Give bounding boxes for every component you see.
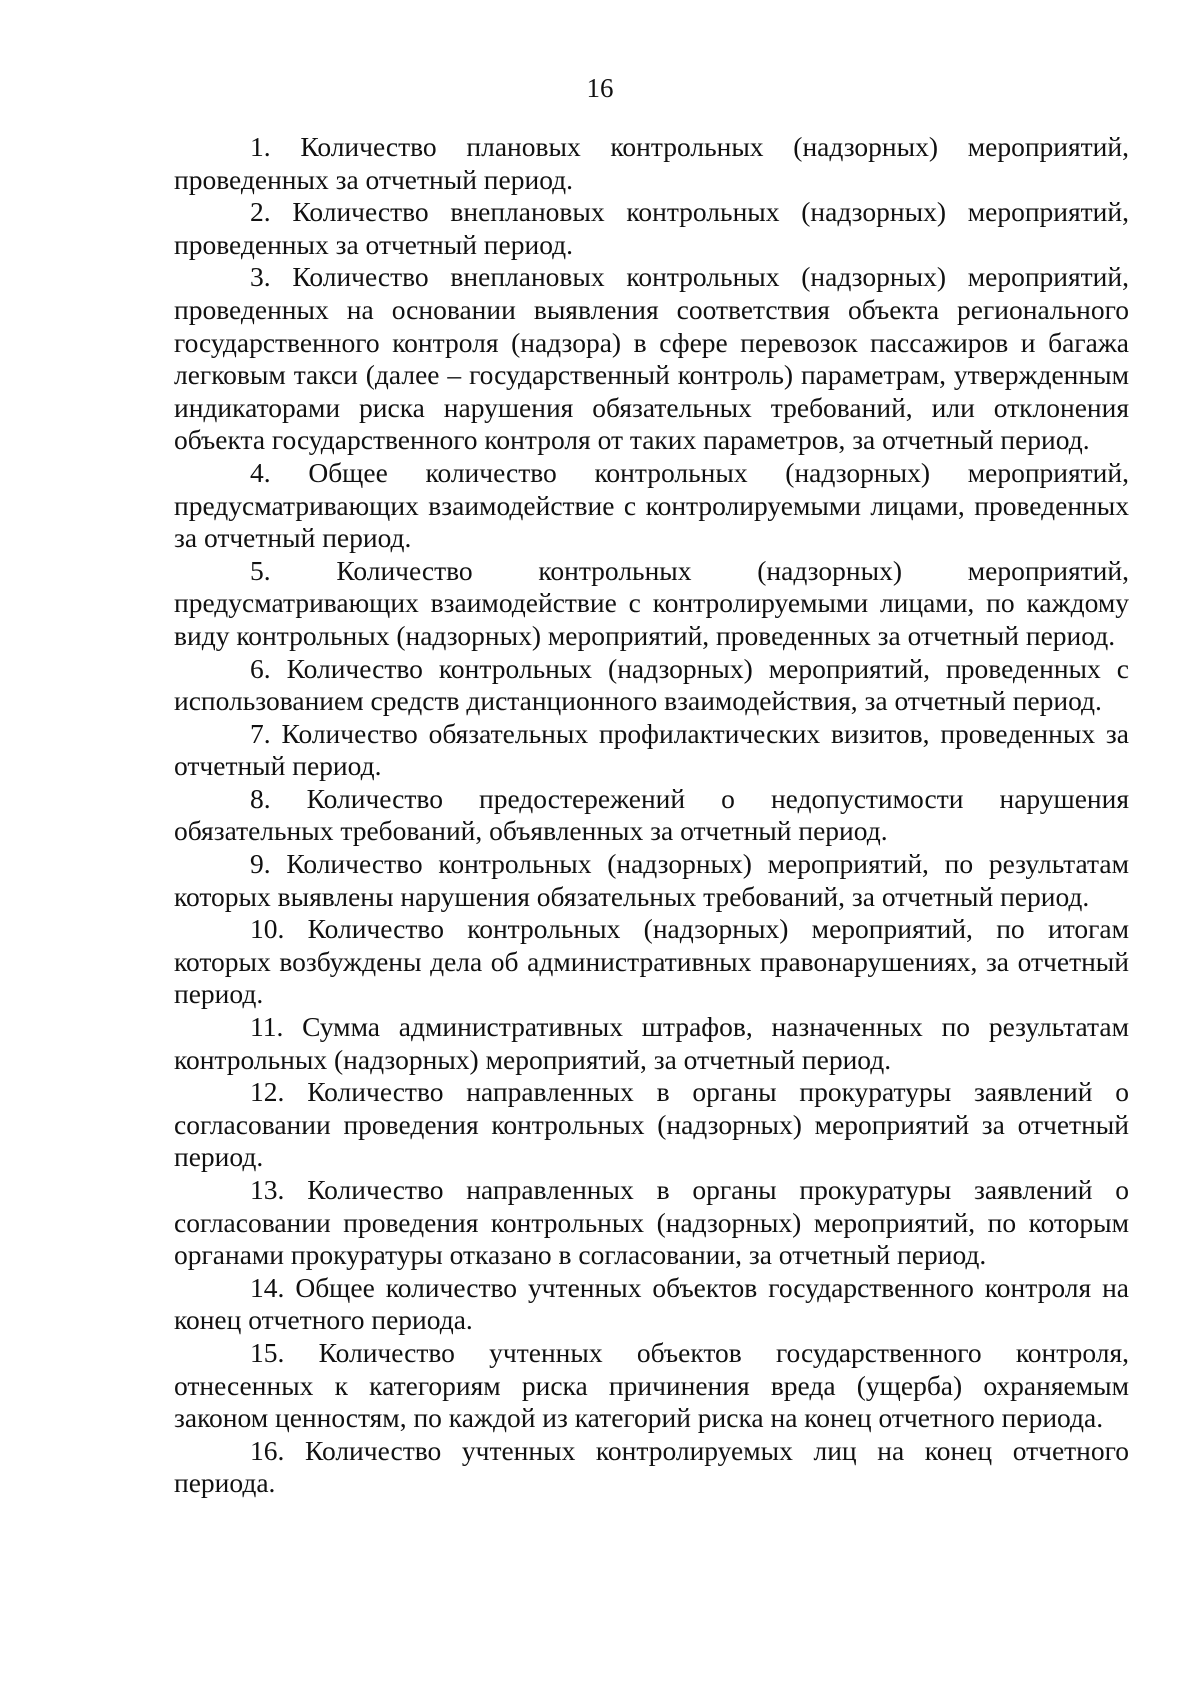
list-item-7: 7. Количество обязательных профилактических визитов, проведенных за отчетный период.: [174, 717, 1129, 782]
page-number: 16: [586, 73, 614, 103]
list-item-14: 14. Общее количество учтенных объектов государственного контроля на конец отчетного периода.: [174, 1271, 1129, 1336]
list-item-8: 8. Количество предостережений о недопустимости нарушения обязательных требований, объявленных за отчетный период.: [174, 782, 1129, 847]
list-item-15: 15. Количество учтенных объектов государственного контроля, отнесенных к категориям риска причинения вреда (ущерба) охраняемым законом ценностям, по каждой из категорий риска на конец отчетного периода.: [174, 1336, 1129, 1434]
list-item-12: 12. Количество направленных в органы прокуратуры заявлений о согласовании проведения контрольных (надзорных) мероприятий за отчетный период.: [174, 1076, 1129, 1173]
list-item-5: 5. Количество контрольных (надзорных) мероприятий, предусматривающих взаимодействие с контролируемыми лицами, по каждому виду контрольных (надзорных) мероприятий, проведенных за отчетный период.: [174, 554, 1129, 651]
document-body: [174, 131, 1129, 1500]
list-item-2: 2. Количество внеплановых контрольных (надзорных) мероприятий, проведенных за отчетный период.: [174, 196, 1129, 260]
list-item-9: 9. Количество контрольных (надзорных) мероприятий, по результатам которых выявлены нарушения обязательных требований, за отчетный период.: [174, 848, 1129, 912]
list-item-6: 6. Количество контрольных (надзорных) мероприятий, проведенных с использованием средств дистанционного взаимодействия, за отчетный период.: [174, 652, 1129, 717]
list-item-3: 3. Количество внеплановых контрольных (надзорных) мероприятий, проведенных на основании выявления соответствия объекта регионального государственного контроля (надзора) в сфере перевозок пассажиров и багажа легковым такси (далее – государственный контроль) параметрам, утвержденным индикаторами риска нарушения обязательных требований, или отклонения объекта государственного контроля от таких параметров, за отчетный период.: [174, 261, 1129, 456]
list-item-4: 4. Общее количество контрольных (надзорных) мероприятий, предусматривающих взаимодействие с контролируемыми лицами, проведенных за отчетный период.: [174, 456, 1129, 554]
list-item-11: 11. Сумма административных штрафов, назначенных по результатам контрольных (надзорных) мероприятий, за отчетный период.: [174, 1011, 1129, 1075]
list-item-10: 10. Количество контрольных (надзорных) мероприятий, по итогам которых возбуждены дела об административных правонарушениях, за отчетный период.: [174, 913, 1129, 1010]
list-item-16: 16. Количество учтенных контролируемых лиц на конец отчетного периода.: [174, 1434, 1129, 1499]
list-item-1: 1. Количество плановых контрольных (надзорных) мероприятий, проведенных за отчетный период.: [174, 131, 1129, 195]
list-item-13: 13. Количество направленных в органы прокуратуры заявлений о согласовании проведения контрольных (надзорных) мероприятий, по которым органами прокуратуры отказано в согласовании, за отчетный период.: [174, 1174, 1129, 1271]
